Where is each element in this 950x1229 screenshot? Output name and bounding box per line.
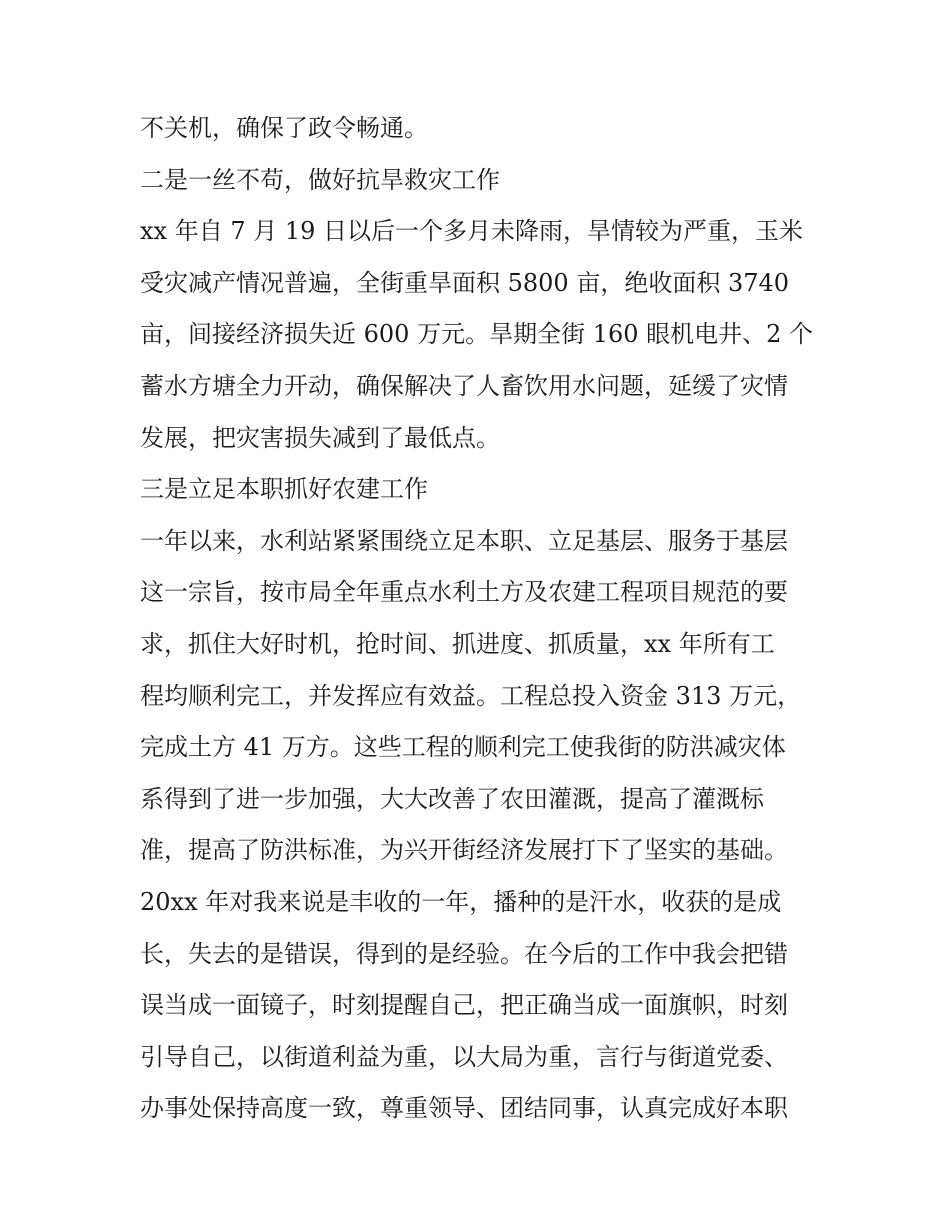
text-line: xx 年自 7 月 19 日以后一个多月未降雨，旱情较为严重，玉米 (140, 217, 804, 246)
document-body (140, 103, 820, 1135)
text-line: 完成土方 41 万方。这些工程的顺利完工使我街的防洪减灾体 (140, 733, 786, 762)
text-line: 程均顺利完工，并发挥应有效益。工程总投入资金 313 万元， (140, 681, 802, 710)
section-heading: 三是立足本职抓好农建工作 (140, 475, 428, 504)
text-line: 办事处保持高度一致，尊重领导、团结同事，认真完成好本职 (140, 1094, 788, 1123)
text-line: 一年以来，水利站紧紧围绕立足本职、立足基层、服务于基层 (140, 526, 788, 555)
text-line: 引导自己，以街道利益为重，以大局为重，言行与街道党委、 (140, 1042, 788, 1071)
text-line: 不关机，确保了政令畅通。 (140, 114, 428, 142)
text-line: 求，抓住大好时机，抢时间、抓进度、抓质量，xx 年所有工 (140, 629, 775, 658)
section-heading: 二是一丝不苟，做好抗旱救灾工作 (140, 165, 500, 194)
text-line: 亩，间接经济损失近 600 万元。旱期全街 160 眼机电井、2 个 (140, 320, 814, 349)
text-line: 准，提高了防洪标准，为兴开街经济发展打下了坚实的基础。 (140, 836, 788, 865)
text-line: 系得到了进一步加强，大大改善了农田灌溉，提高了灌溉标 (140, 784, 764, 813)
text-line: 长，失去的是错误，得到的是经验。在今后的工作中我会把错 (140, 939, 788, 968)
text-line: 这一宗旨，按市局全年重点水利土方及农建工程项目规范的要 (140, 578, 788, 607)
text-line: 20xx 年对我来说是丰收的一年，播种的是汗水，收获的是成 (140, 887, 782, 916)
text-line: 误当成一面镜子，时刻提醒自己，把正确当成一面旗帜，时刻 (140, 991, 788, 1020)
text-line: 蓄水方塘全力开动，确保解决了人畜饮用水问题，延缓了灾情 (140, 371, 788, 400)
text-line: 发展，把灾害损失减到了最低点。 (140, 423, 500, 452)
text-line: 受灾减产情况普遍，全街重旱面积 5800 亩，绝收面积 3740 (140, 268, 790, 297)
